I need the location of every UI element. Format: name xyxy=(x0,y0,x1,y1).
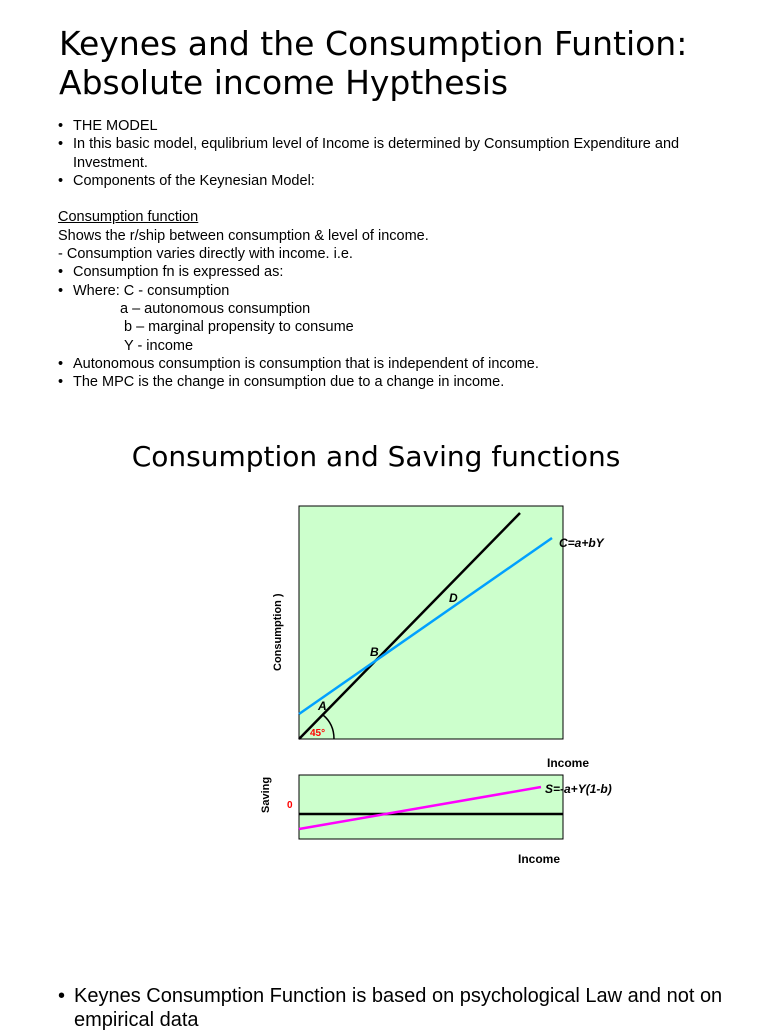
slide2-title: Consumption and Saving functions xyxy=(131,440,621,473)
consumption-x-axis-label: Income xyxy=(547,756,590,770)
point-b-label: B xyxy=(370,645,379,659)
bullet-components: • Components of the Keynesian Model: xyxy=(58,172,718,190)
bullet-the-model: • THE MODEL xyxy=(58,117,718,135)
where-item: a – autonomous consumption xyxy=(120,300,311,317)
slide-body xyxy=(58,117,718,391)
consumption-series-label: C=a+bY xyxy=(559,536,604,550)
saving-plot xyxy=(260,775,612,866)
slide2-bullet: • Keynes Consumption Function is based on psychological Law and not on empirical data xyxy=(58,984,734,1032)
where-item: b – marginal propensity to consume xyxy=(124,319,354,336)
point-d-label: D xyxy=(449,591,458,605)
consumption-y-axis-label: Consumption ) xyxy=(272,593,284,671)
where-item: Y - income xyxy=(124,337,194,354)
section-heading: Consumption function xyxy=(58,209,199,226)
intro-text: Shows the r/ship between consumption & level of income. xyxy=(58,227,429,244)
bullet-basic-model: • In this basic model, equlibrium level of Income is determined by Consumption Expenditure and Investment. xyxy=(58,135,718,172)
saving-series-label: S=-a+Y(1-b) xyxy=(545,782,612,796)
saving-y-axis-label: Saving xyxy=(260,776,272,813)
dash-item: - Consumption varies directly with income. i.e. xyxy=(58,246,353,263)
consumption-saving-chart xyxy=(250,500,650,880)
bullet-expressed: • Consumption fn is expressed as: xyxy=(58,263,718,281)
bullet-autonomous: • Autonomous consumption is consumption that is independent of income. xyxy=(58,355,718,373)
angle-label: 45° xyxy=(310,728,326,739)
consumption-plot xyxy=(272,506,605,770)
slide-title: Keynes and the Consumption Funtion: Absolute income Hypthesis xyxy=(59,24,688,102)
spacer xyxy=(58,190,718,208)
bullet-mpc: • The MPC is the change in consumption due to a change in income. xyxy=(58,373,718,391)
saving-x-axis-label: Income xyxy=(518,852,561,866)
point-a-label: A xyxy=(318,699,327,713)
bullet-where: • Where: C - consumption xyxy=(58,282,718,300)
saving-zero-label: 0 xyxy=(287,800,293,811)
